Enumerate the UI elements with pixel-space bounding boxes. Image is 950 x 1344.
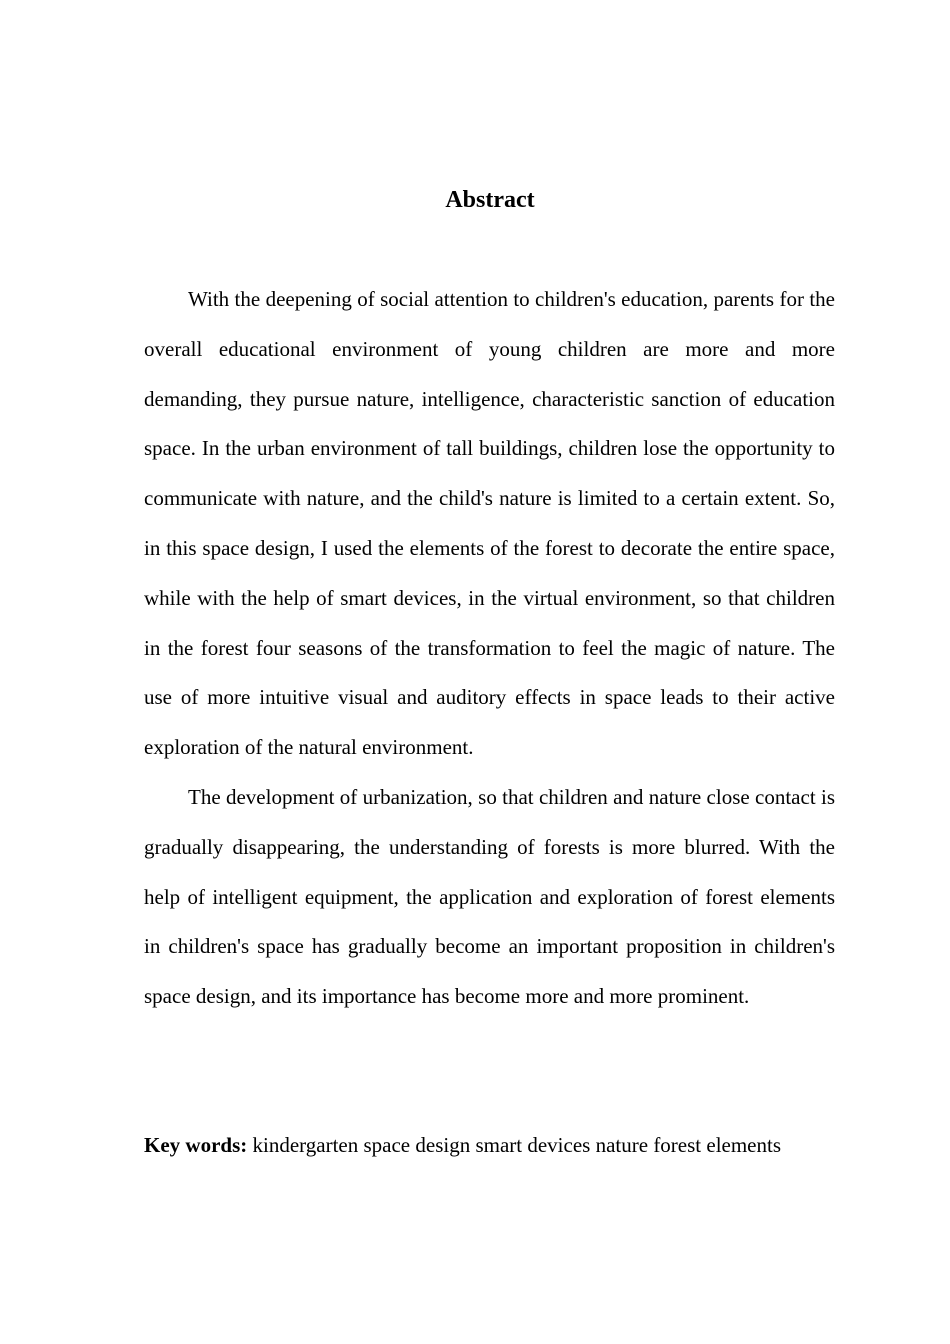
abstract-paragraph-2: The development of urbanization, so that children and nature close contact is gradually disappearing, the understanding of forests is more blurred. With the help of intelligent equipment, the application and exploration of forest elements in children's space has gradually become an important proposition in children's space design, and its importance has become more and more prominent. — [144, 784, 835, 1009]
abstract-paragraph-1: With the deepening of social attention to children's education, parents for the overall educational environment of young children are more and more demanding, they pursue nature, intelligence, characteristic sanction of education space. In the urban environment of tall buildings, children lose the opportunity to communicate with nature, and the child's nature is limited to a certain extent. So, in this space design, I used the elements of the forest to decorate the entire space, while with the help of smart devices, in the virtual environment, so that children in the forest four seasons of the transformation to feel the magic of nature. The use of more intuitive visual and auditory effects in space leads to their active exploration of the natural environment. — [144, 287, 835, 760]
keyword-item: kindergarten space design — [252, 1133, 471, 1157]
keyword-item: smart devices — [475, 1133, 591, 1157]
keywords-line — [144, 1121, 784, 1171]
keyword-item: nature — [595, 1133, 649, 1157]
keyword-item: forest elements — [653, 1133, 782, 1157]
keywords-label: Key words: — [144, 1133, 248, 1157]
abstract-title: Abstract — [445, 187, 535, 213]
abstract-body — [144, 275, 835, 1022]
